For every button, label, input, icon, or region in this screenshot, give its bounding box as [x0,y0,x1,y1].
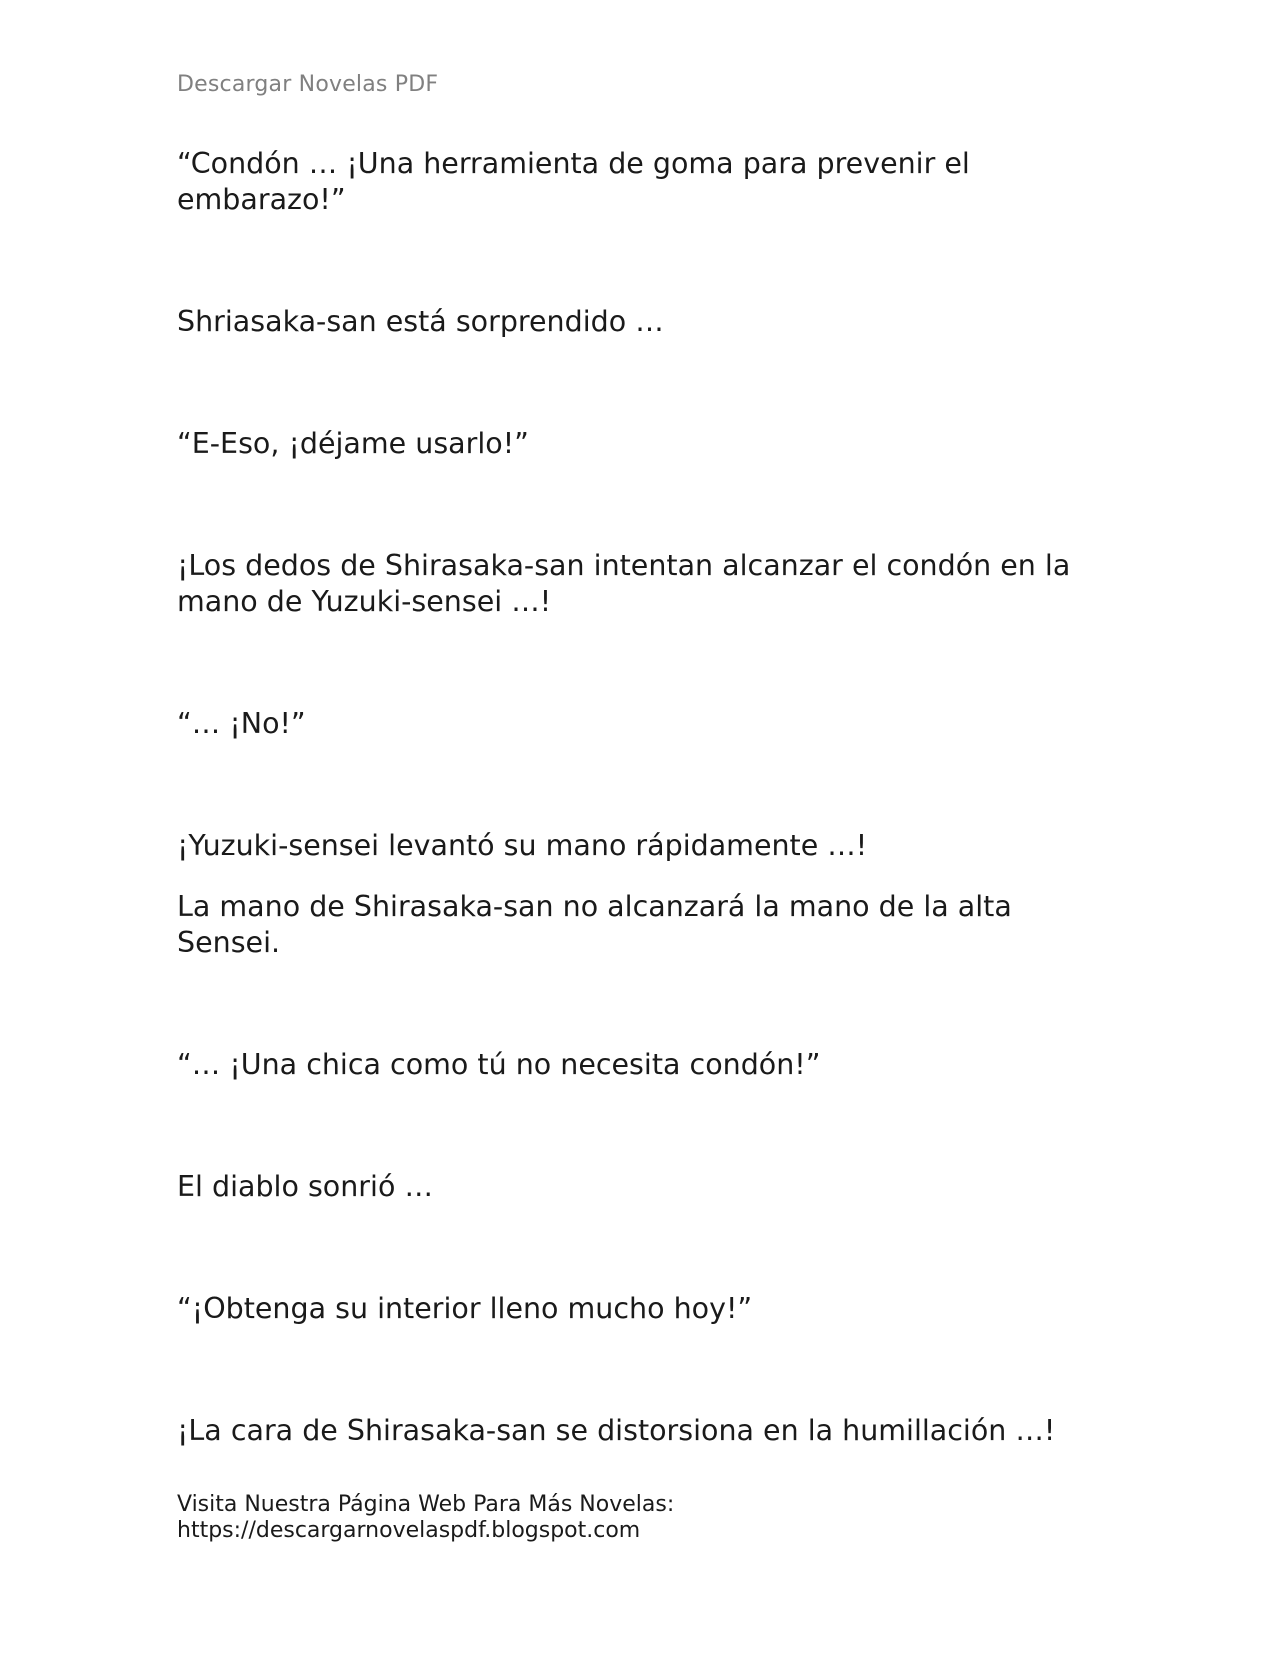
page-footer [177,1492,674,1544]
paragraph-11: ¡La cara de Shirasaka-san se distorsiona en la humillación …! [177,1414,1056,1447]
paragraph-6: ¡Yuzuki-sensei levantó su mano rápidamente …! [177,829,868,862]
page-header: Descargar Novelas PDF [177,72,439,97]
paragraph-1: “Condón … ¡Una herramienta de goma para prevenir el embarazo!” [177,147,970,216]
footer-visit-text: Visita Nuestra Página Web Para Más Novelas: [177,1492,675,1517]
footer-url: https://descargarnovelaspdf.blogspot.com [177,1518,641,1543]
paragraph-8: “… ¡Una chica como tú no necesita condón!” [177,1048,821,1081]
paragraph-3: “E-Eso, ¡déjame usarlo!” [177,427,529,460]
paragraph-2: Shriasaka-san está sorprendido … [177,305,664,338]
paragraph-7: La mano de Shirasaka-san no alcanzará la mano de la alta Sensei. [177,890,1012,959]
paragraph-5: “… ¡No!” [177,707,306,740]
paragraph-9: El diablo sonrió … [177,1170,433,1203]
paragraph-10: “¡Obtenga su interior lleno mucho hoy!” [177,1292,753,1325]
paragraph-4: ¡Los dedos de Shirasaka-san intentan alcanzar el condón en la mano de Yuzuki-sensei …! [177,549,1071,618]
